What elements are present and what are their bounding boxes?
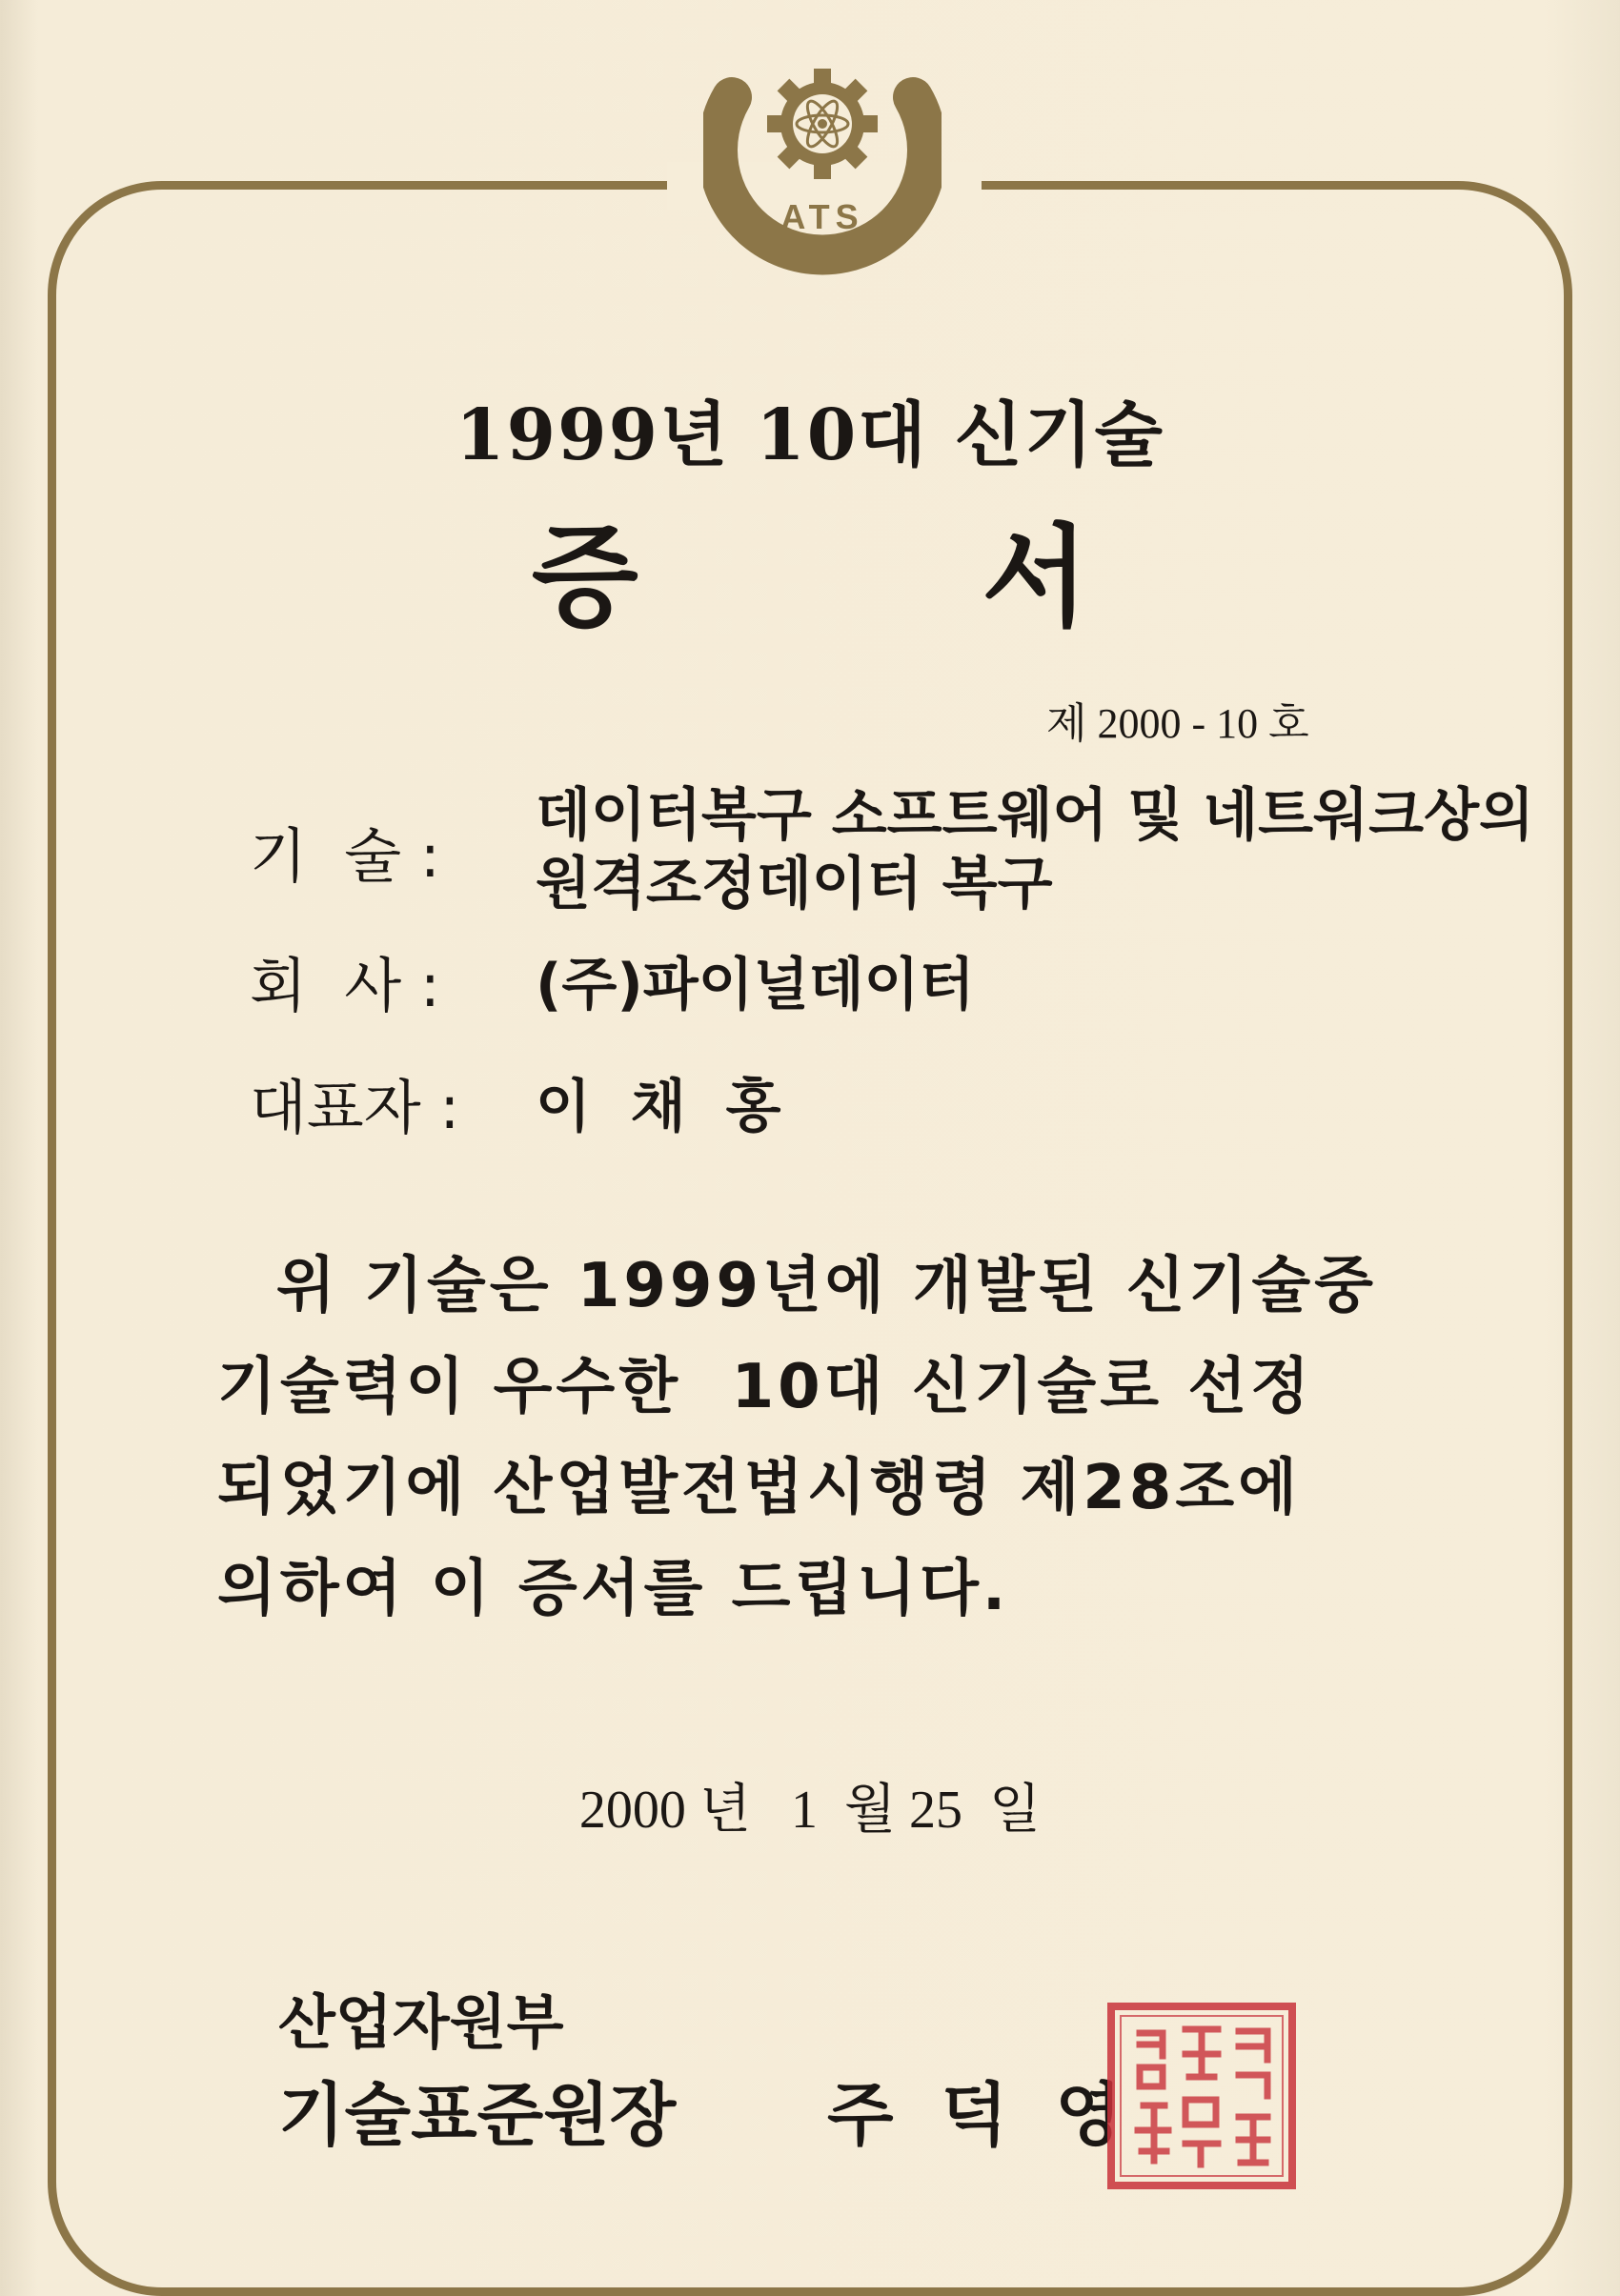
company-value: (주)파이널데이터 <box>536 952 975 1018</box>
technology-value-line2: 원격조정데이터 복구 <box>536 851 1053 917</box>
technology-label: 기 술 : <box>250 821 440 891</box>
representative-value: 이 채 홍 <box>536 1074 781 1140</box>
representative-label: 대표자 : <box>250 1073 460 1142</box>
body-text-line1: 위 기술은 1999년에 개발된 신기술중 <box>276 1251 1377 1321</box>
certificate-title: 증 서 <box>531 513 1242 642</box>
ats-emblem-logo <box>703 59 942 316</box>
body-text-line4: 의하여 이 증서를 드립니다. <box>217 1554 1010 1624</box>
issuer-ministry: 산업자원부 <box>278 1987 564 2057</box>
company-label: 회 사 : <box>250 951 440 1020</box>
certificate-border-frame <box>48 181 1572 2296</box>
body-text-line3: 되었기에 산업발전법시행령 제28조에 <box>217 1453 1301 1523</box>
issuer-title: 기술표준원장 <box>278 2075 677 2155</box>
official-seal-stamp <box>1105 2001 1298 2191</box>
technology-value-line1: 데이터복구 소프트웨어 및 네트워크상의 <box>536 782 1534 849</box>
issue-date: 2000 년 1 월 25 일 <box>578 1781 1042 1840</box>
issuer-name: 주 덕 영 <box>827 2075 1122 2155</box>
certificate-number: 제 2000 - 10 호 <box>1046 700 1309 747</box>
emblem-text: ATS <box>780 197 864 236</box>
certificate-heading-year: 1999년 10대 신기술 <box>456 394 1164 476</box>
body-text-line2: 기술력이 우수한 10대 신기술로 선정 <box>217 1352 1314 1422</box>
